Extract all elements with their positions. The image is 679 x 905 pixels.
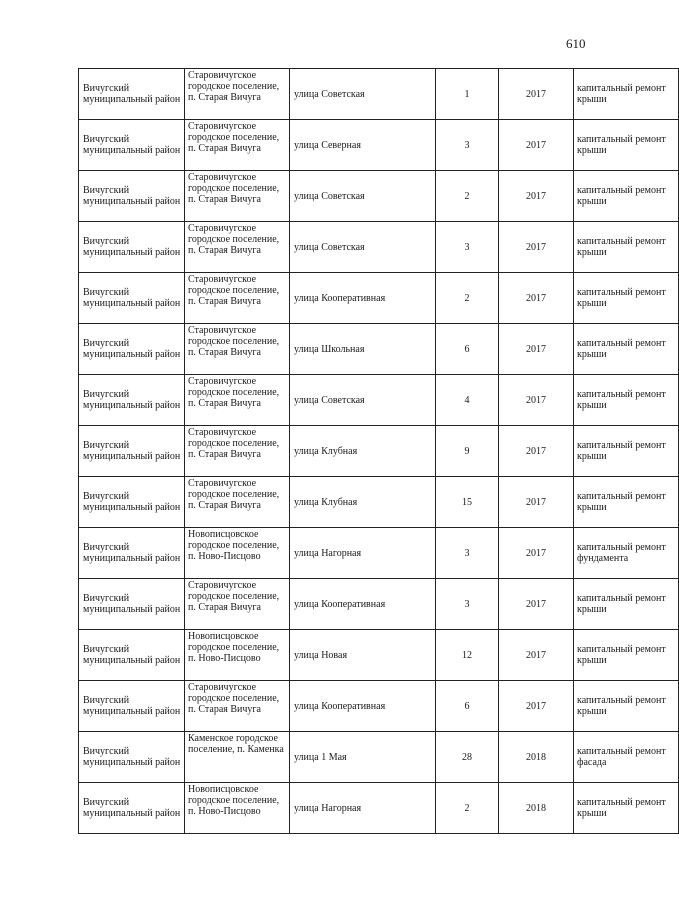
district-cell: Вичугский муниципальный район [79,120,185,171]
settlement-cell: Старовичугское городское поселение, п. Старая Вичуга [185,375,290,426]
year-cell: 2017 [499,171,574,222]
street-cell: улица Советская [290,69,436,120]
work-type-cell: капитальный ремонт крыши [574,426,679,477]
street-cell: улица Кооперативная [290,273,436,324]
table-row [79,324,679,375]
district-cell: Вичугский муниципальный район [79,630,185,681]
settlement-cell: Старовичугское городское поселение, п. Старая Вичуга [185,324,290,375]
work-type-cell: капитальный ремонт крыши [574,375,679,426]
table-row [79,630,679,681]
house-number-cell: 3 [436,579,499,630]
table-body [79,69,679,834]
table-row [79,120,679,171]
district-cell: Вичугский муниципальный район [79,375,185,426]
house-number-cell: 6 [436,681,499,732]
work-type-cell: капитальный ремонт крыши [574,120,679,171]
street-cell: улица Советская [290,171,436,222]
house-number-cell: 1 [436,69,499,120]
work-type-cell: капитальный ремонт крыши [574,222,679,273]
street-cell: улица Советская [290,222,436,273]
district-cell: Вичугский муниципальный район [79,681,185,732]
work-type-cell: капитальный ремонт крыши [574,171,679,222]
table-row [79,222,679,273]
district-cell: Вичугский муниципальный район [79,528,185,579]
year-cell: 2017 [499,528,574,579]
street-cell: улица Клубная [290,426,436,477]
street-cell: улица Кооперативная [290,681,436,732]
house-number-cell: 28 [436,732,499,783]
year-cell: 2017 [499,69,574,120]
year-cell: 2017 [499,120,574,171]
work-type-cell: капитальный ремонт крыши [574,477,679,528]
work-type-cell: капитальный ремонт крыши [574,783,679,834]
year-cell: 2018 [499,783,574,834]
table-row [79,375,679,426]
work-type-cell: капитальный ремонт фундамента [574,528,679,579]
settlement-cell: Старовичугское городское поселение, п. Старая Вичуга [185,426,290,477]
settlement-cell: Старовичугское городское поселение, п. Старая Вичуга [185,222,290,273]
street-cell: улица 1 Мая [290,732,436,783]
work-type-cell: капитальный ремонт крыши [574,579,679,630]
district-cell: Вичугский муниципальный район [79,426,185,477]
repair-schedule-table [78,68,679,834]
district-cell: Вичугский муниципальный район [79,783,185,834]
table-row [79,171,679,222]
settlement-cell: Новописцовское городское поселение, п. Ново-Писцово [185,630,290,681]
street-cell: улица Северная [290,120,436,171]
work-type-cell: капитальный ремонт фасада [574,732,679,783]
work-type-cell: капитальный ремонт крыши [574,681,679,732]
table-row [79,477,679,528]
year-cell: 2017 [499,630,574,681]
year-cell: 2017 [499,324,574,375]
table-row [79,732,679,783]
house-number-cell: 2 [436,171,499,222]
work-type-cell: капитальный ремонт крыши [574,273,679,324]
year-cell: 2017 [499,375,574,426]
work-type-cell: капитальный ремонт крыши [574,630,679,681]
table-row [79,783,679,834]
page-number: 610 [566,36,586,51]
district-cell: Вичугский муниципальный район [79,69,185,120]
district-cell: Вичугский муниципальный район [79,732,185,783]
year-cell: 2017 [499,426,574,477]
house-number-cell: 2 [436,783,499,834]
district-cell: Вичугский муниципальный район [79,579,185,630]
table-row [79,579,679,630]
street-cell: улица Клубная [290,477,436,528]
settlement-cell: Старовичугское городское поселение, п. Старая Вичуга [185,69,290,120]
street-cell: улица Нагорная [290,528,436,579]
house-number-cell: 6 [436,324,499,375]
street-cell: улица Советская [290,375,436,426]
district-cell: Вичугский муниципальный район [79,273,185,324]
house-number-cell: 3 [436,528,499,579]
house-number-cell: 12 [436,630,499,681]
settlement-cell: Старовичугское городское поселение, п. Старая Вичуга [185,171,290,222]
house-number-cell: 2 [436,273,499,324]
house-number-cell: 4 [436,375,499,426]
settlement-cell: Новописцовское городское поселение, п. Ново-Писцово [185,528,290,579]
district-cell: Вичугский муниципальный район [79,324,185,375]
settlement-cell: Старовичугское городское поселение, п. Старая Вичуга [185,477,290,528]
table-row [79,681,679,732]
settlement-cell: Старовичугское городское поселение, п. Старая Вичуга [185,273,290,324]
street-cell: улица Нагорная [290,783,436,834]
settlement-cell: Старовичугское городское поселение, п. Старая Вичуга [185,120,290,171]
table-row [79,426,679,477]
year-cell: 2017 [499,273,574,324]
settlement-cell: Старовичугское городское поселение, п. Старая Вичуга [185,681,290,732]
work-type-cell: капитальный ремонт крыши [574,324,679,375]
work-type-cell: капитальный ремонт крыши [574,69,679,120]
year-cell: 2017 [499,681,574,732]
table-row [79,273,679,324]
settlement-cell: Старовичугское городское поселение, п. Старая Вичуга [185,579,290,630]
district-cell: Вичугский муниципальный район [79,171,185,222]
table-row [79,69,679,120]
district-cell: Вичугский муниципальный район [79,477,185,528]
house-number-cell: 3 [436,222,499,273]
year-cell: 2017 [499,477,574,528]
house-number-cell: 15 [436,477,499,528]
district-cell: Вичугский муниципальный район [79,222,185,273]
year-cell: 2017 [499,222,574,273]
settlement-cell: Новописцовское городское поселение, п. Ново-Писцово [185,783,290,834]
table-row [79,528,679,579]
street-cell: улица Кооперативная [290,579,436,630]
settlement-cell: Каменское городское поселение, п. Каменка [185,732,290,783]
house-number-cell: 3 [436,120,499,171]
street-cell: улица Школьная [290,324,436,375]
house-number-cell: 9 [436,426,499,477]
year-cell: 2018 [499,732,574,783]
year-cell: 2017 [499,579,574,630]
street-cell: улица Новая [290,630,436,681]
